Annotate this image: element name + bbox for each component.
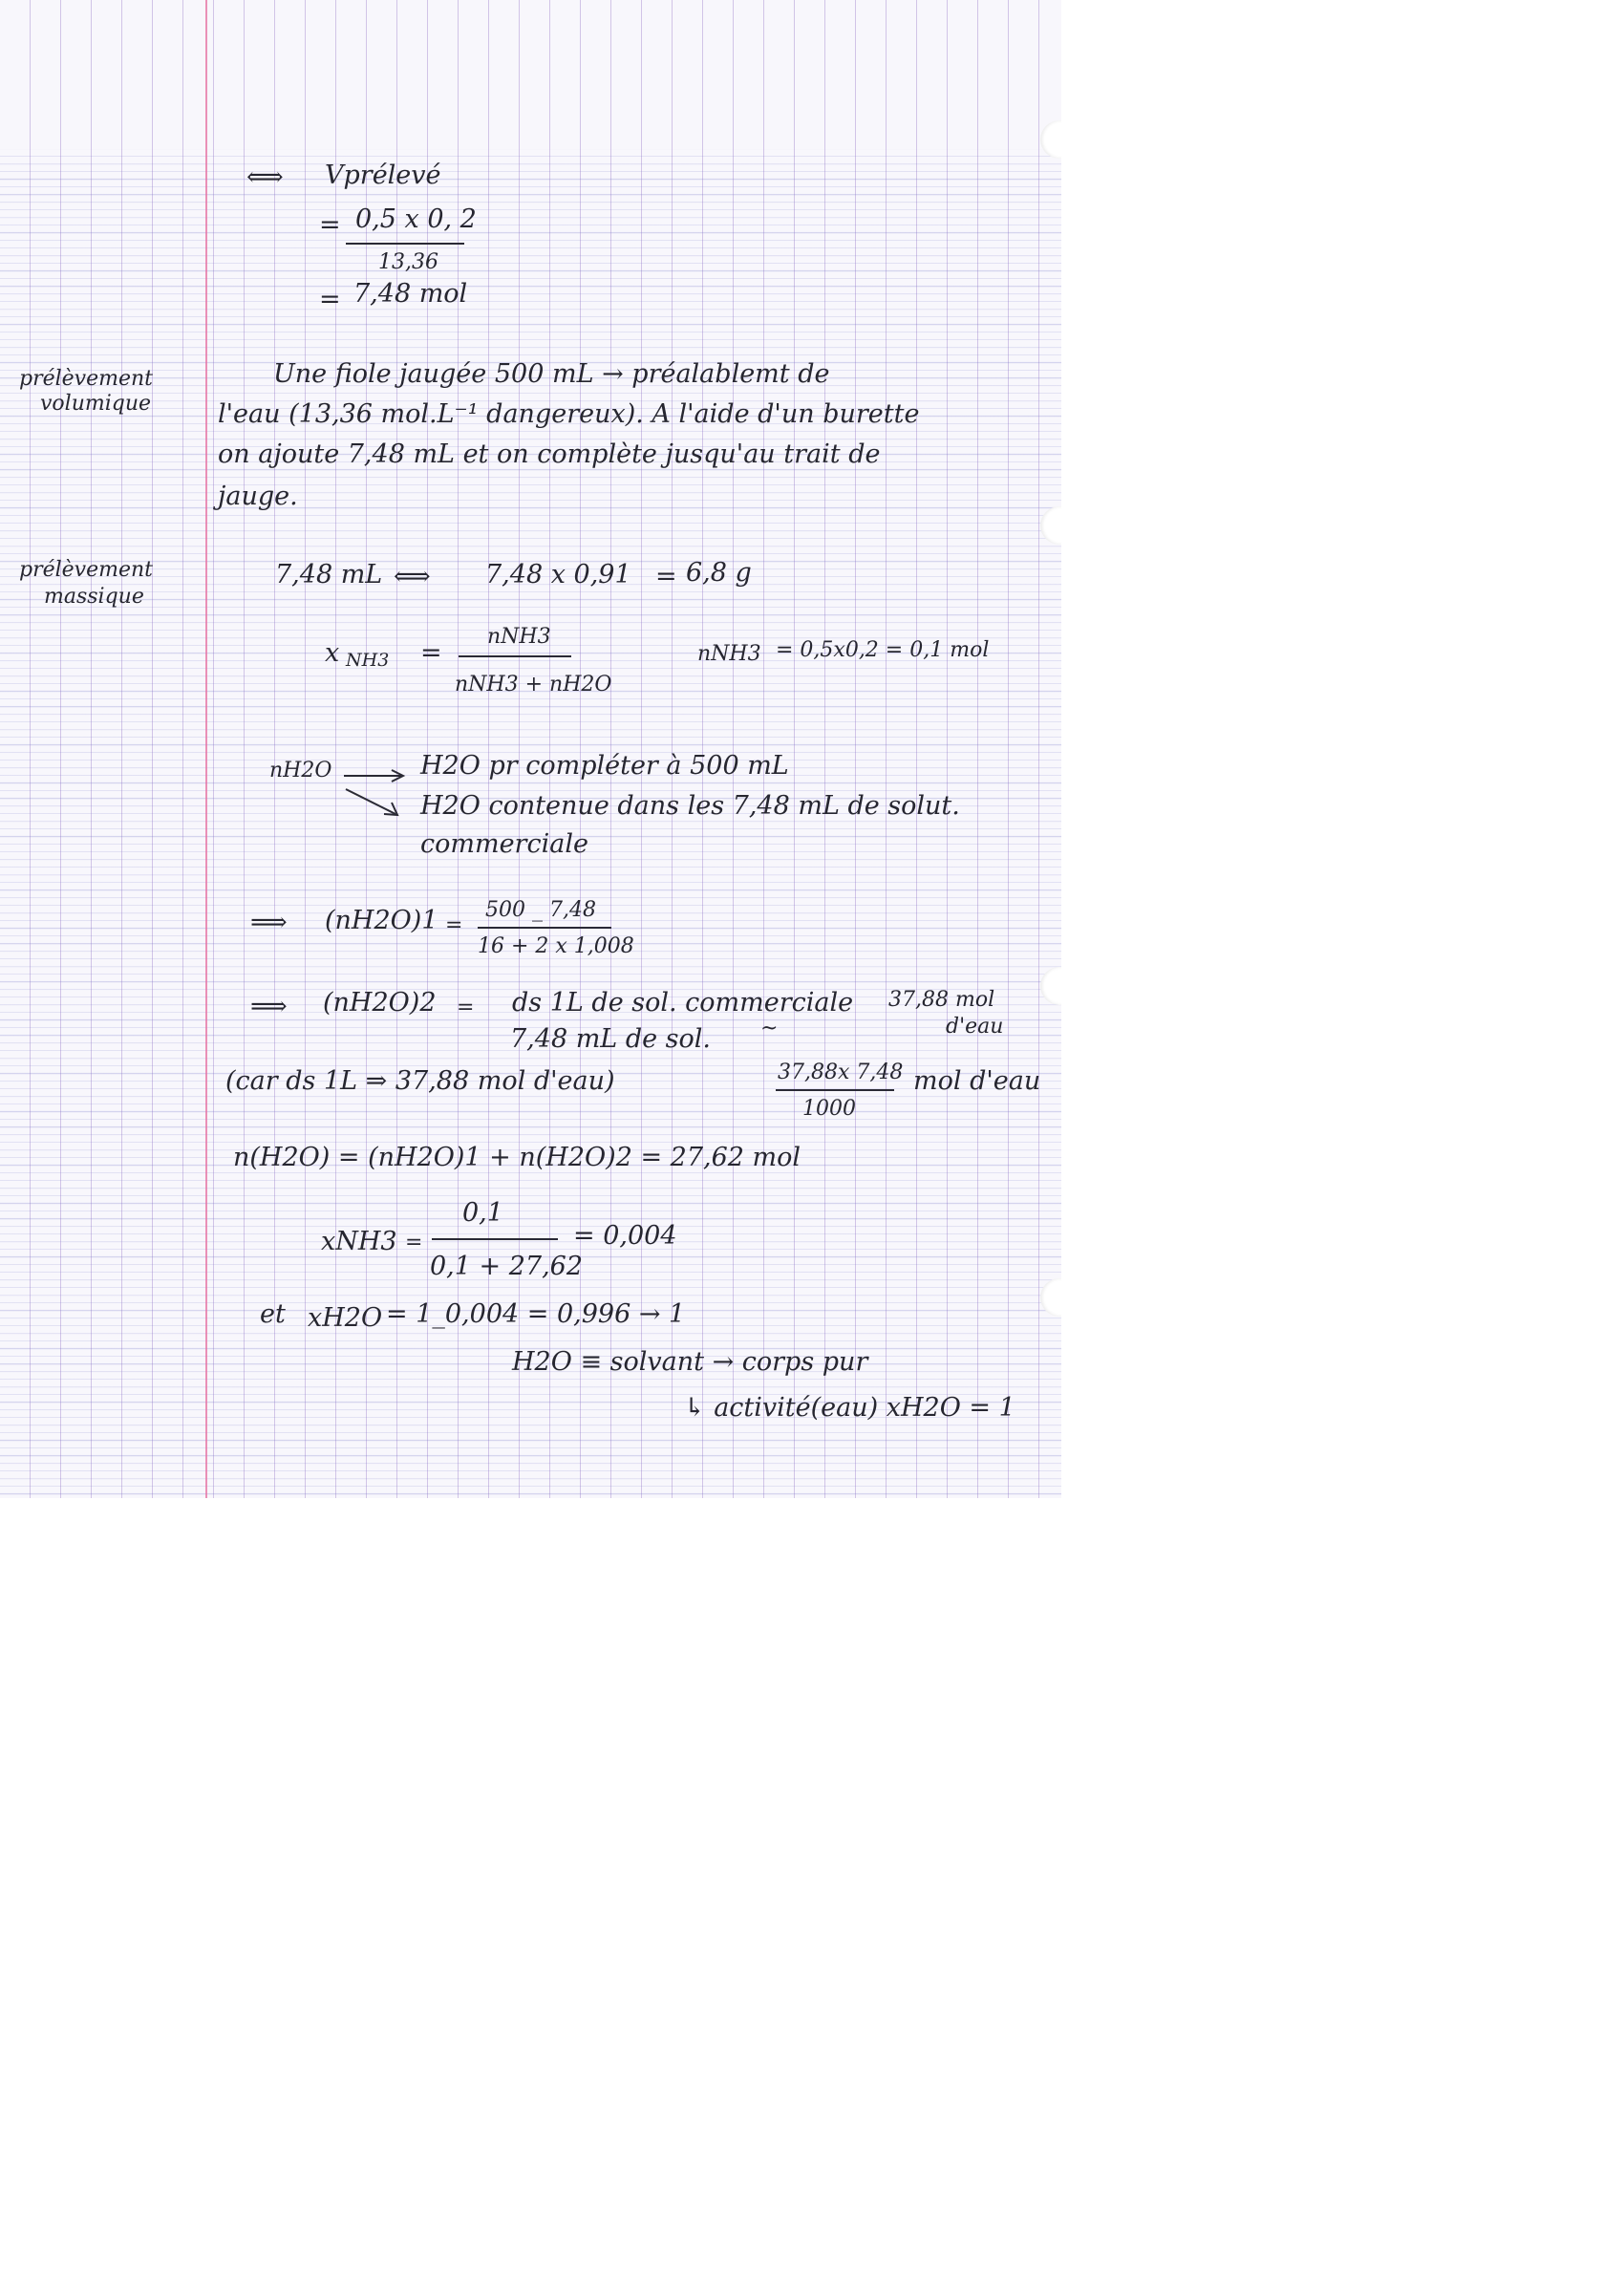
n-h2o-label: nH2O [269,759,332,782]
n-nh3-value: = 0,5x0,2 = 0,1 mol [776,638,990,662]
fraction-numerator: 500 _ 7,48 [485,898,596,922]
equals-sign: = [420,638,442,668]
v-preleve: Vprélevé [325,161,441,190]
et-word: et [260,1299,286,1329]
approx-mark: ~ [760,1017,779,1040]
equals-sign: = [457,996,475,1019]
fraction-denominator: nNH3 + nH2O [455,673,612,696]
equals-sign: = [445,913,463,937]
total-water-moles: n(H2O) = (nH2O)1 + n(H2O)2 = 27,62 mol [233,1143,801,1172]
solvent-conclusion: H2O ≡ solvant → corps pur [512,1347,868,1377]
paragraph-line: l'eau (13,36 mol.L⁻¹ dangereux). A l'aide d'un burette [218,399,920,429]
notebook-page [0,0,1061,1498]
fraction-numerator: 0,1 [462,1198,503,1228]
fraction-numerator: 0,5 x 0, 2 [355,204,477,234]
water-word: d'eau [946,1015,1004,1039]
mole-fraction-symbol: x [325,638,340,668]
h2o-contained-line: H2O contenue dans les 7,48 mL de solut. [420,791,960,821]
volume-value: 7,48 mL [275,560,383,589]
mole-fraction-subscript: NH3 [346,650,390,671]
margin-note-volumique: volumique [40,392,152,416]
n-nh3-label: nNH3 [697,642,761,666]
margin-note-prelevement: prélèvement [19,558,154,582]
paragraph-line: on ajoute 7,48 mL et on complète jusqu'au trait de [218,439,881,469]
fraction-denominator: 16 + 2 x 1,008 [478,934,634,958]
commercial-solution-line: ds 1L de sol. commerciale [512,988,854,1018]
fraction-denominator: 1000 [802,1097,856,1121]
water-mol-unit: mol d'eau [913,1066,1041,1096]
equivalence-arrow: ⟺ [246,162,284,192]
mole-fraction-h2o: xH2O [308,1303,383,1333]
commerciale-word: commerciale [420,829,588,859]
margin-note-massique: massique [44,585,144,609]
n-h2o-2-label: (nH2O)2 [323,988,437,1018]
fraction-denominator: 0,1 + 27,62 [430,1252,584,1281]
fraction-numerator: 37,88x 7,48 [778,1061,904,1084]
result-mol: 7,48 mol [353,279,468,309]
parenthetical-note: (car ds 1L ⇒ 37,88 mol d'eau) [225,1066,615,1096]
implies-arrow: ⟹ [250,992,288,1021]
sample-solution-line: 7,48 mL de sol. [510,1024,711,1054]
equals-sign: = [319,285,341,314]
equals-sign: = [405,1231,423,1254]
water-mol-value: 37,88 mol [888,988,995,1012]
margin-note-prelevement: prélèvement [19,367,154,391]
mass-product: 7,48 x 0,91 [485,560,631,589]
equals-sign: = [319,210,341,240]
equals-sign: = [655,562,677,591]
paragraph-line: jauge. [218,482,298,511]
paragraph-line: Une fiole jaugée 500 mL → préalablemt de [273,359,830,389]
arrow-overlay [0,0,1061,1498]
activity-conclusion: ↳ activité(eau) xH2O = 1 [684,1393,1015,1423]
n-h2o-1-label: (nH2O)1 [325,906,438,935]
fraction-denominator: 13,36 [378,250,438,274]
mole-fraction-result: = 0,004 [573,1221,677,1251]
h2o-complement-line: H2O pr compléter à 500 mL [420,751,789,781]
implies-arrow: ⟹ [250,908,288,937]
mole-fraction-h2o-value: = 1_0,004 = 0,996 → 1 [386,1299,686,1329]
equivalence-arrow: ⟺ [394,562,431,591]
arrow-down-right-icon [346,789,395,814]
mole-fraction-nh3: xNH3 [321,1227,397,1256]
mass-result: 6,8 g [686,558,752,588]
fraction-numerator: nNH3 [487,625,551,649]
